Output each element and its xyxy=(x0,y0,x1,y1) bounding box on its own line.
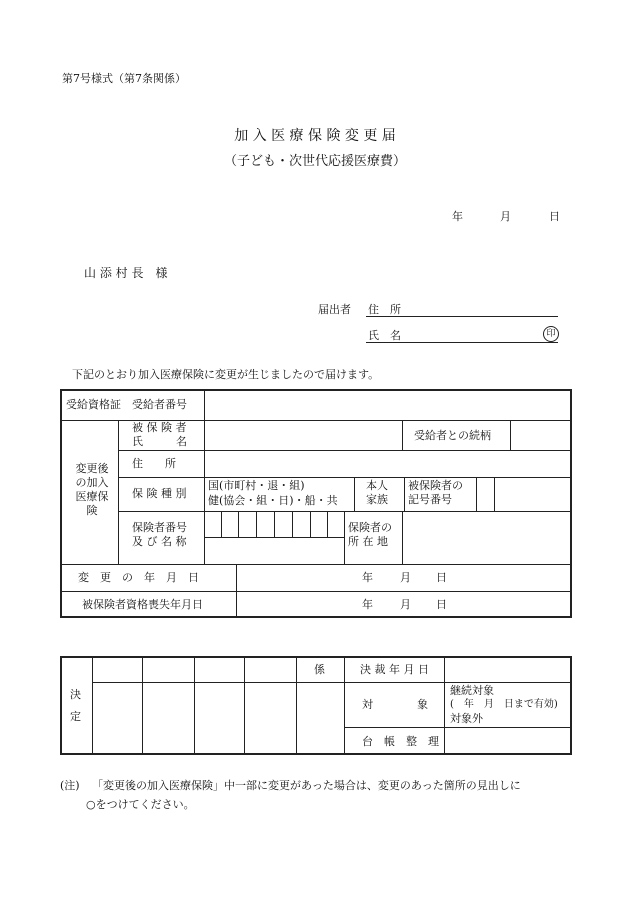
applicant-label: 届出者 xyxy=(318,303,351,316)
loss-month: 月 xyxy=(400,598,411,611)
excluded-label: 対象外 xyxy=(450,712,483,725)
valid-until-label: ( 年 月 日まで有効) xyxy=(450,699,558,710)
self-family-label: 本人 家族 xyxy=(366,479,388,506)
insurance-type-line2: 健(協会・組・日)・船・共 xyxy=(208,494,338,507)
ledger-label: 台 帳 整 理 xyxy=(362,735,439,748)
relation-label: 受給者との続柄 xyxy=(414,429,491,442)
decision-label: 決 定 xyxy=(70,688,81,723)
insurer-addr-label: 保険者の 所 在 地 xyxy=(348,521,392,548)
loss-date-label: 被保険者資格喪失年月日 xyxy=(82,598,203,611)
insurance-type-line1: 国(市町村・退・組) xyxy=(208,479,305,492)
change-year: 年 xyxy=(362,571,373,584)
section-label: 変更後 の加入 医療保 険 xyxy=(75,462,109,517)
form-id: 第7号様式（第7条関係） xyxy=(62,72,186,85)
note-line2: ○をつけてください。 xyxy=(86,798,195,811)
insured-mark-label: 被保険者の 記号番号 xyxy=(408,479,463,506)
applicant-address-label: 住 所 xyxy=(368,303,401,316)
change-date-label: 変 更 の 年 月 日 xyxy=(78,571,199,584)
recipient-cert-label: 受給資格証 受給者番号 xyxy=(66,398,187,411)
page-title: 加 入 医 療 保 険 変 更 届 xyxy=(234,128,396,144)
loss-day: 日 xyxy=(436,598,447,611)
date-day: 日 xyxy=(549,210,560,223)
name-underline xyxy=(366,342,558,343)
addressee: 山 添 村 長 様 xyxy=(84,266,168,280)
kakari-label: 係 xyxy=(314,663,325,676)
decision-date-label: 決 裁 年 月 日 xyxy=(360,663,429,676)
seal-icon: 印 xyxy=(543,326,559,342)
continue-label: 継続対象 xyxy=(450,684,494,697)
page-subtitle: （子ども・次世代応援医療費） xyxy=(223,154,406,169)
intro-text: 下記のとおり加入医療保険に変更が生じましたので届けます。 xyxy=(72,368,380,381)
date-month: 月 xyxy=(500,210,511,223)
change-day: 日 xyxy=(436,571,447,584)
address-underline xyxy=(366,316,558,317)
target-label: 対 象 xyxy=(362,698,428,711)
insurance-type-label: 保 険 種 別 xyxy=(132,487,187,500)
insurer-no-label: 保険者番号 及 び 名 称 xyxy=(132,521,187,548)
applicant-name-label: 氏 名 xyxy=(368,329,401,342)
note-line1: 「変更後の加入医療保険」中一部に変更があった場合は、変更のあった箇所の見出しに xyxy=(92,779,521,792)
address-label: 住 所 xyxy=(132,457,176,470)
date-year: 年 xyxy=(452,210,463,223)
insured-name-label: 被 保 険 者 氏 名 xyxy=(132,421,187,448)
note-prefix: (注) xyxy=(60,779,80,792)
change-month: 月 xyxy=(400,571,411,584)
loss-year: 年 xyxy=(362,598,373,611)
